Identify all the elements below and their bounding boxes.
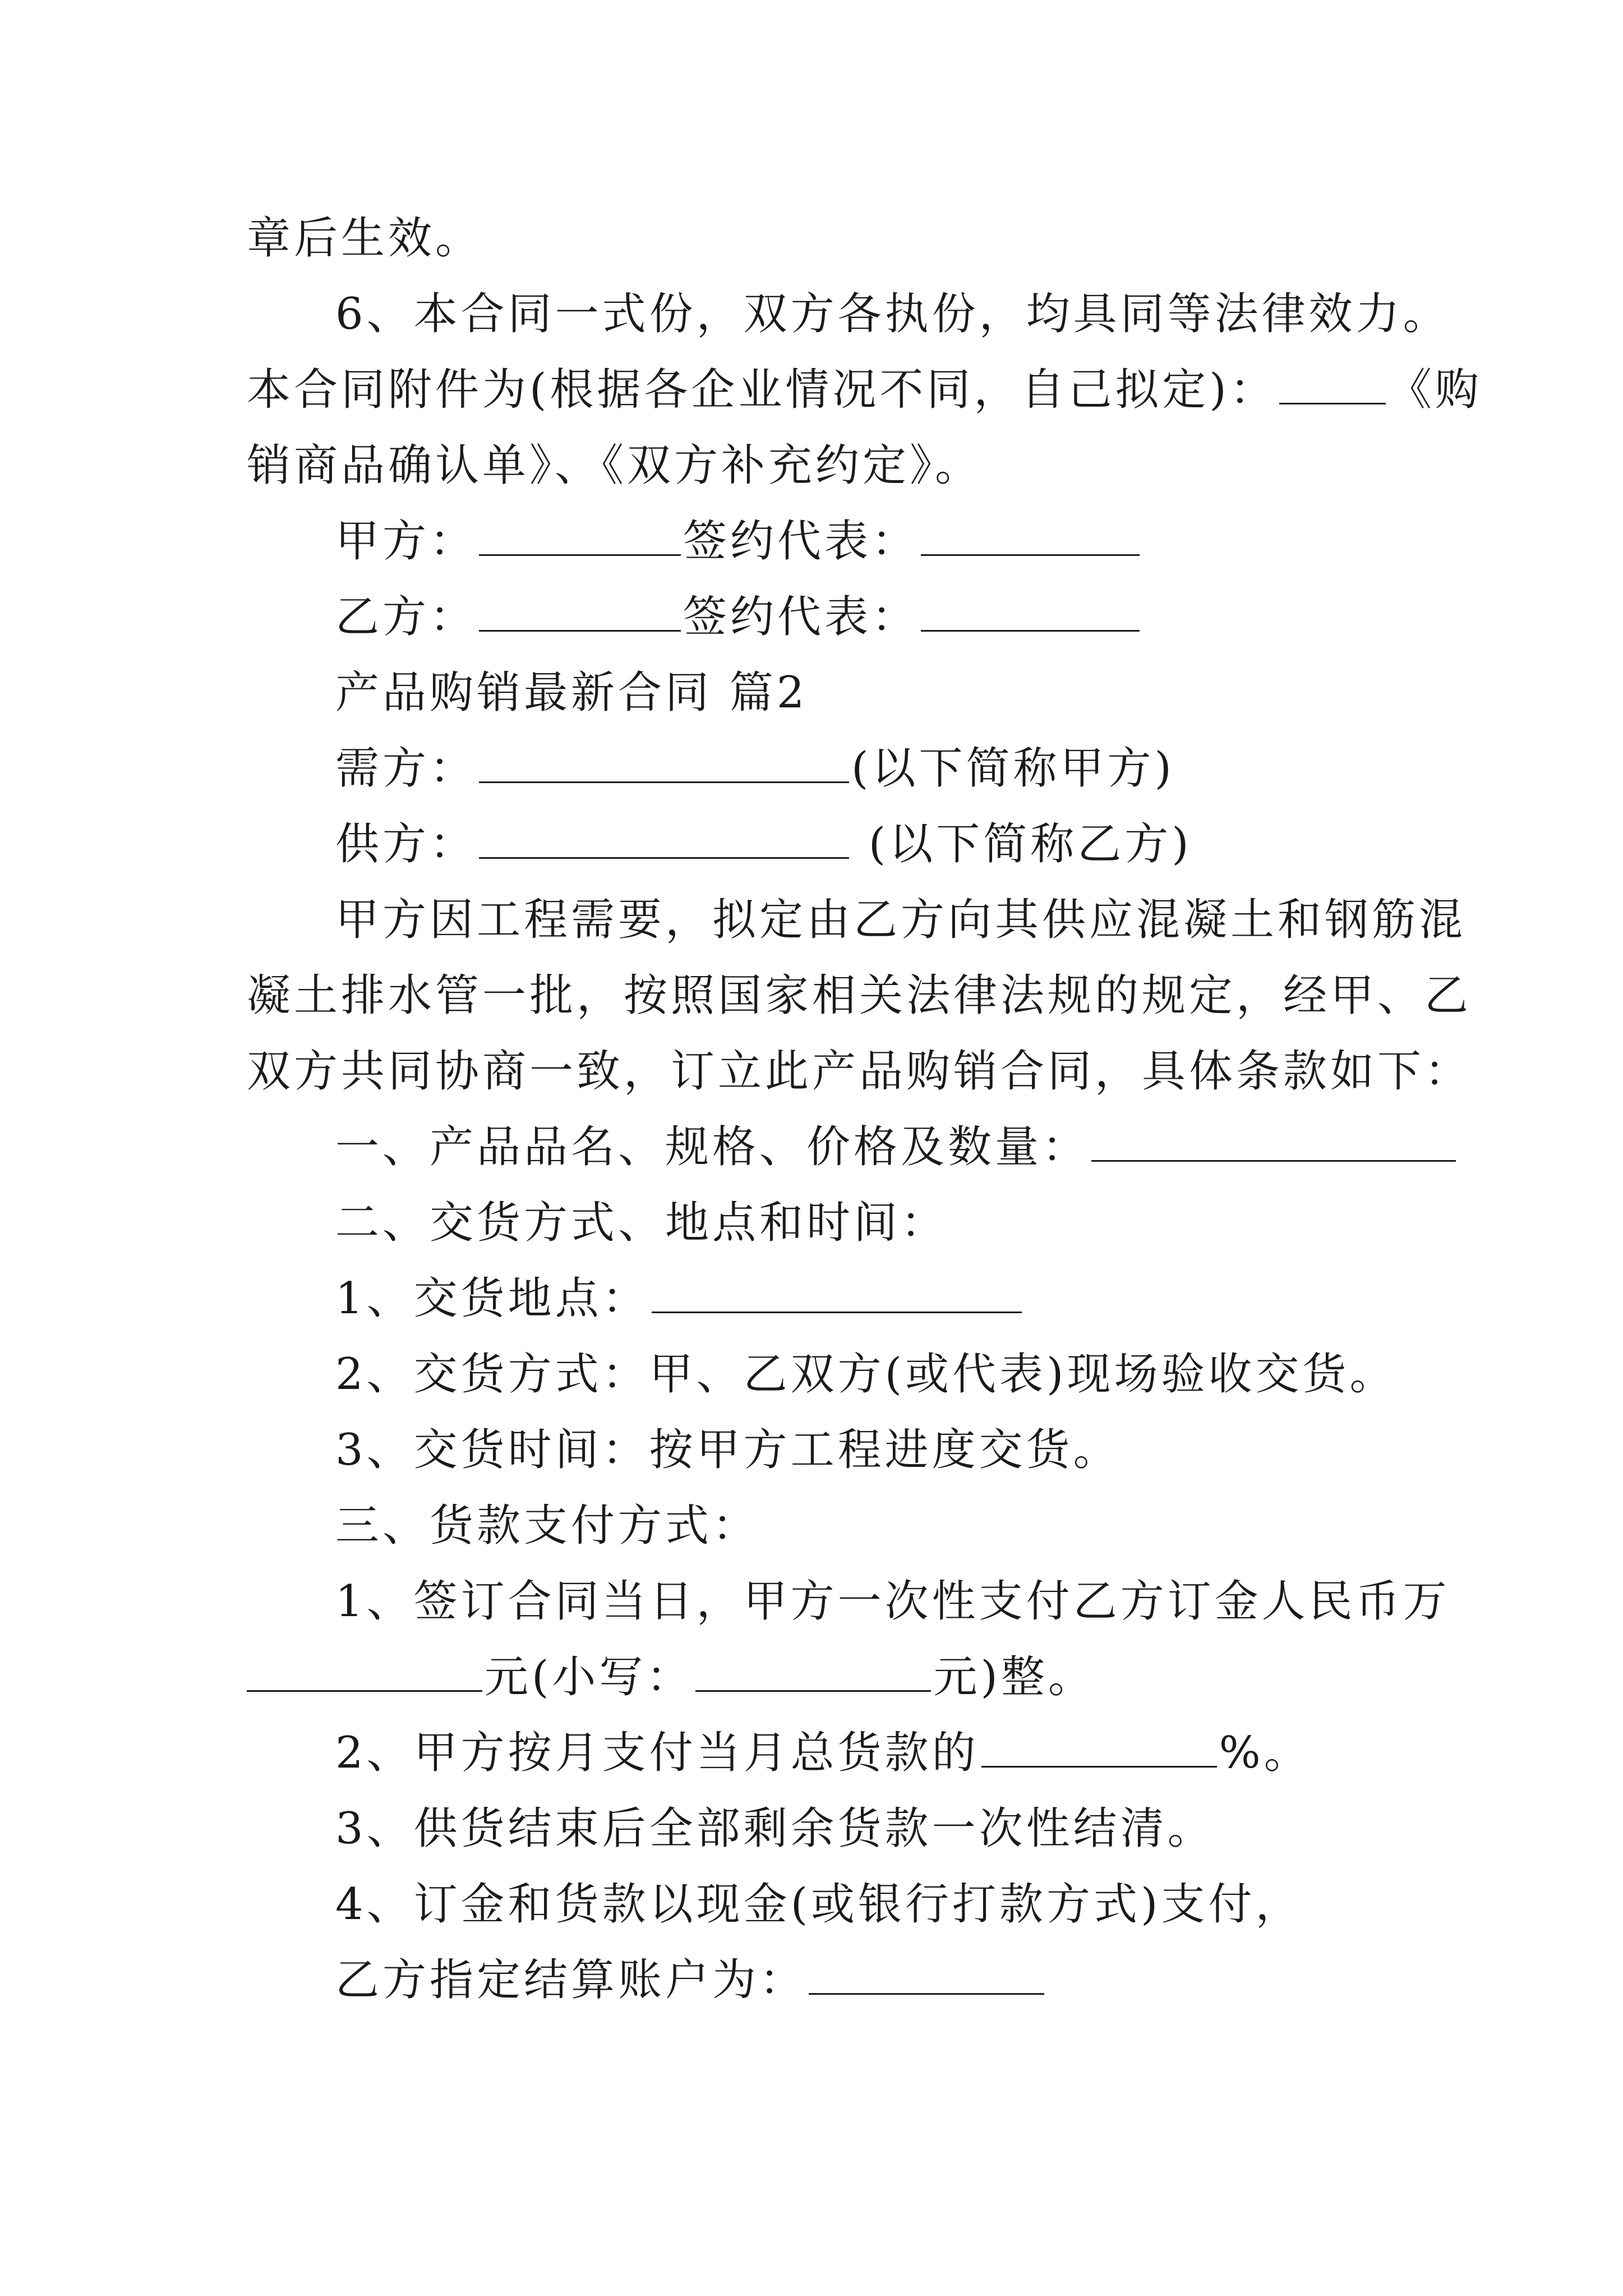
text-line-10: [335, 889, 1479, 951]
party-a-blank: [479, 515, 681, 556]
clause-1: [335, 1116, 1479, 1178]
text: (以下简称甲方): [851, 743, 1175, 794]
text: 双方共同协商一致，订立此产品购销合同，具体条款如下：: [247, 1046, 1472, 1097]
text: 三、货款支付方式：: [335, 1501, 760, 1551]
label: 需方：: [335, 743, 477, 794]
text-line-1: [247, 208, 1391, 269]
text-line-11: [247, 965, 1472, 1027]
text: 2、甲方按月支付当月总货款的: [335, 1728, 979, 1778]
text: 元)整。: [933, 1652, 1095, 1703]
text-line-3: [247, 359, 1482, 421]
clause-3-1: [335, 1571, 1479, 1632]
label: 签约代表：: [683, 592, 919, 642]
text: 乙方指定结算账户为：: [335, 1955, 807, 2005]
text: 《购: [1387, 365, 1482, 415]
text: 销商品确认单》、《双方补充约定》。: [247, 440, 983, 491]
clause-2-2: [335, 1343, 1479, 1405]
buyer-line: [335, 738, 1479, 799]
section-heading: [335, 662, 1479, 724]
clause-3-4: [335, 1874, 1479, 1935]
amount-lowercase-blank: [695, 1651, 931, 1692]
clause-3-2: [335, 1722, 1479, 1784]
text: 甲方因工程需要，拟定由乙方向其供应混凝土和钢筋混: [335, 895, 1467, 945]
clause-3: [335, 1495, 1479, 1557]
text-line-2: [335, 283, 1479, 345]
text: %。: [1219, 1728, 1311, 1778]
text: 章后生效。: [247, 213, 483, 264]
label: 签约代表：: [683, 516, 919, 567]
clause-2-1: [335, 1268, 1479, 1329]
text: 6、本合同一式份，双方各执份，均具同等法律效力。: [335, 289, 1450, 339]
text: 3、供货结束后全部剩余货款一次性结清。: [335, 1803, 1215, 1854]
text: 1、交货地点：: [335, 1273, 649, 1324]
text: 凝土排水管一批，按照国家相关法律法规的规定，经甲、乙: [247, 970, 1472, 1021]
text-line-12: [247, 1041, 1472, 1102]
text: 本合同附件为(根据各企业情况不同，自己拟定)：: [247, 365, 1277, 415]
buyer-blank: [479, 742, 849, 783]
text: 3、交货时间：按甲方工程进度交货。: [335, 1425, 1121, 1475]
text: 1、签订合同当日，甲方一次性支付乙方订金人民币万: [335, 1576, 1450, 1627]
clause-2: [335, 1192, 1479, 1254]
text: (以下简称乙方): [851, 819, 1192, 869]
party-b-line: [335, 586, 1479, 648]
clause-2-3: [335, 1419, 1479, 1481]
text: 二、交货方式、地点和时间：: [335, 1198, 948, 1248]
amount-blank: [247, 1651, 482, 1692]
clause-3-3: [335, 1798, 1479, 1860]
supplier-blank: [479, 818, 849, 859]
fill-in-blank: [1279, 364, 1386, 404]
product-blank: [1091, 1121, 1456, 1162]
party-b-rep-blank: [921, 591, 1140, 632]
text-line-4: [247, 435, 1391, 496]
clause-3-1-amount: [247, 1646, 1391, 1708]
party-a-rep-blank: [921, 515, 1140, 556]
heading: 产品购销最新合同 篇2: [335, 668, 808, 718]
party-a-line: [335, 510, 1479, 572]
label: 甲方：: [335, 516, 477, 567]
account-blank: [809, 1954, 1044, 1995]
text: 元(小写：: [485, 1652, 694, 1703]
supplier-line: [335, 813, 1479, 875]
percent-blank: [981, 1727, 1217, 1768]
label: 乙方：: [335, 592, 477, 642]
text: 一、产品品名、规格、价格及数量：: [335, 1122, 1090, 1172]
delivery-place-blank: [652, 1272, 1022, 1313]
account-line: [335, 1949, 1479, 2011]
text: 4、订金和货款以现金(或银行打款方式)支付，: [335, 1879, 1303, 1930]
party-b-blank: [479, 591, 681, 632]
label: 供方：: [335, 819, 477, 869]
text: 2、交货方式：甲、乙双方(或代表)现场验收交货。: [335, 1349, 1397, 1400]
